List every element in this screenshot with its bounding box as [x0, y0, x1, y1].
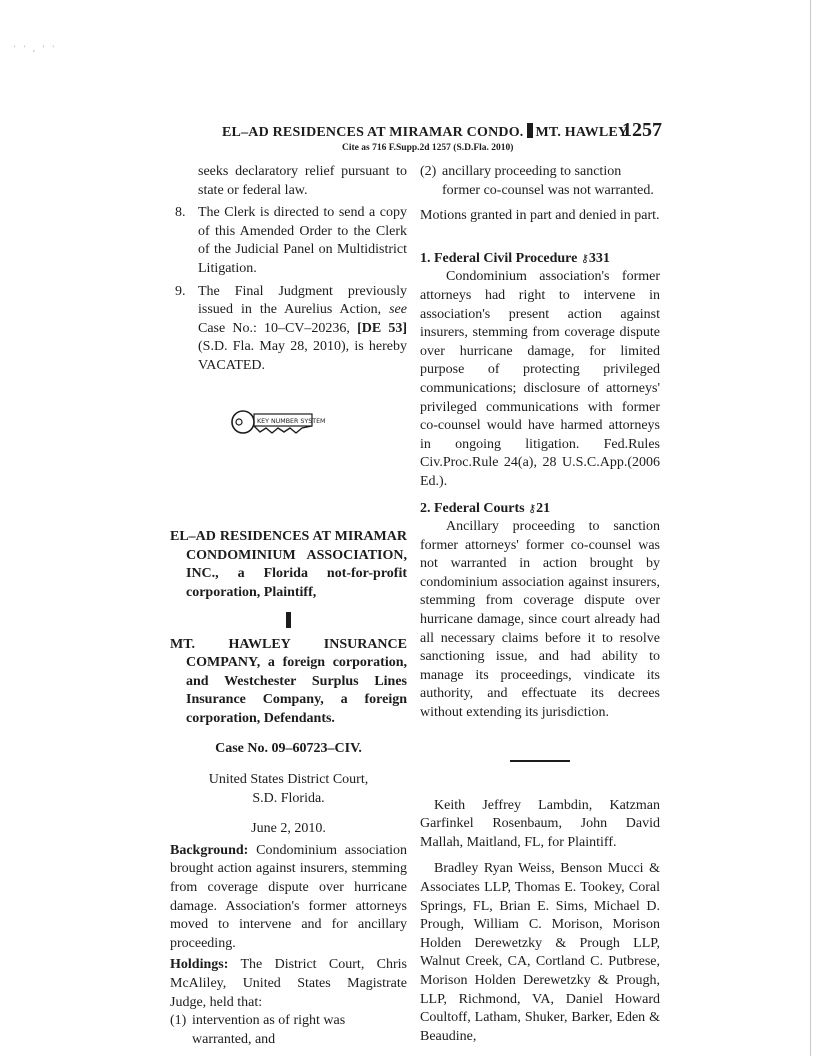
headnote-key-number: 331 [588, 250, 610, 266]
holding-text: intervention as of right was warranted, and [192, 1013, 346, 1047]
case-number: Case No. 09–60723–CIV. [215, 741, 362, 757]
background-synopsis [170, 842, 407, 954]
see-signal: see [389, 302, 407, 318]
headnote-2-title [420, 500, 660, 519]
case-reference: Case No.: 10–CV–20236, [198, 320, 350, 336]
item-text: The Final Judgment previously issued in the Aurelius Action, [198, 283, 407, 318]
disposition: Motions granted in part and denied in part. [420, 208, 660, 224]
headnote-2-text: Ancillary proceeding to sanction former attorneys' former co-counsel was not warranted in action brought by condominium association against insurers, stemming from coverage dispute over hurricane damage, since court already had all necessary claims before it to resolve sanctioning issue, and had ability to manage its proceedings, vindicate its authority, and effectuate its decrees without extending its jurisdiction. [420, 519, 660, 721]
court-line-2: S.D. Florida. [252, 790, 325, 806]
background-label: Background: [170, 842, 249, 858]
case-title-plaintiff: EL–AD RESIDENCES AT MIRAMAR CONDOMINIUM ASSOCIATION, INC., a Florida not-for-profit corporation, Plaintiff, [170, 529, 407, 600]
item-text-end: (S.D. Fla. May 28, 2010), is hereby VACATED. [198, 339, 407, 373]
decision-date: June 2, 2010. [251, 821, 326, 837]
headnote-number: 2. [420, 500, 431, 516]
right-column [420, 163, 660, 1046]
order-item-8 [170, 204, 407, 278]
key-symbol-icon: ⚷ [580, 252, 589, 265]
holding-text: ancillary proceeding to sanction former co-counsel was not warranted. [442, 164, 654, 198]
order-item-9 [170, 283, 407, 376]
logo-label: KEY NUMBER SYSTEM [257, 417, 326, 425]
holdings-label: Holdings: [170, 957, 229, 973]
docket-entry: [DE 53] [357, 320, 407, 336]
holding-number: (1) [170, 1013, 187, 1029]
counsel-defendant: Bradley Ryan Weiss, Benson Mucci & Associates LLP, Thomas E. Tookey, Coral Springs, FL, Brian E. Sims, Michael D. Prough, William C. Morison, Morison Holden Derewetzky & Prough LLP, Walnut Creek, CA, Cortland C. Putbrese, Morison Holden Derewetzky & Prough, LLP, Richmond, VA, Daniel Howard Coultoff, Latham, Shuker, Barker, Eden & Beaudine, [420, 861, 660, 1044]
section-divider [510, 760, 570, 762]
headnote-number: 1. [420, 250, 431, 266]
key-symbol-icon: ⚷ [528, 502, 537, 515]
headnote-1-title [420, 250, 660, 269]
headnote-1-text: Condominium association's former attorneys had right to intervene in association's present action against insurers, stemming from coverage dispute over hurricane damage, for limited purpose of protecting privileged communications; disclosure of attorneys' privileged communications with former co-counsel would have harmed attorneys in ongoing litigation. Fed.Rules Civ.Proc.Rule 24(a), 28 U.S.C.App.(2006 Ed.). [420, 269, 660, 489]
page-number: 1257 [622, 119, 662, 141]
running-title-left: EL–AD RESIDENCES AT MIRAMAR CONDO. [222, 125, 524, 140]
item-number: 8. [175, 205, 186, 221]
counsel-plaintiff: Keith Jeffrey Lambdin, Katzman Garfinkel Rosenbaum, John David Mallah, Maitland, FL, for Plaintiff. [420, 797, 660, 850]
holdings-text: The District Court, Chris McAliley, United States Magistrate Judge, held that: [170, 957, 407, 1010]
case-title-defendant: MT. HAWLEY INSURANCE COMPANY, a foreign corporation, and Westchester Surplus Lines Insurance Company, a foreign corporation, Defendants. [170, 636, 407, 726]
holding-number: (2) [420, 164, 437, 179]
page-header [222, 121, 662, 161]
versus-separator-mark [527, 123, 533, 138]
scan-marks: ' ' , ' ' [14, 44, 57, 53]
running-title-right: MT. HAWLEY [535, 125, 629, 140]
intro-text: seeks declaratory relief pursuant to state or federal law. [198, 164, 407, 198]
item-number: 9. [175, 283, 186, 299]
item-text: The Clerk is directed to send a copy of this Amended Order to the Clerk of the Judicial Panel on Multidistrict Litigation. [198, 205, 407, 276]
running-title [222, 123, 628, 141]
court-line-1: United States District Court, [208, 772, 369, 788]
headnote-key-number: 21 [536, 500, 551, 516]
key-number-system-logo [230, 406, 340, 438]
court-name [170, 771, 407, 808]
background-text: Condominium association brought action against insurers, stemming from coverage dispute over hurricane damage. Association's former attorneys moved to intervene and for ancillary proceeding. [170, 842, 407, 951]
headnote-topic: Federal Civil Procedure [434, 250, 578, 266]
holding-1 [170, 1012, 407, 1049]
left-column [170, 163, 407, 1049]
versus-mark [286, 612, 291, 628]
holding-2 [420, 163, 660, 200]
cite-line: Cite as 716 F.Supp.2d 1257 (S.D.Fla. 2010) [342, 143, 514, 153]
headnote-topic: Federal Courts [434, 500, 525, 516]
holdings-synopsis [170, 956, 407, 1012]
page-edge-line [810, 0, 811, 1056]
